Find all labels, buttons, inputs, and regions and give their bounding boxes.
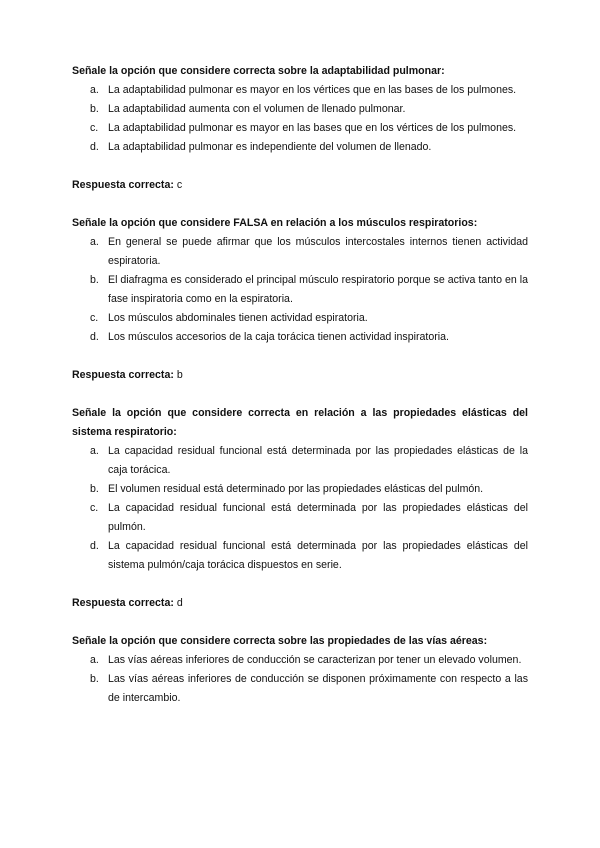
answer-line xyxy=(72,176,528,195)
option-letter: a. xyxy=(90,236,99,248)
option-text: La capacidad residual funcional está determinada por las propiedades elásticas de la caja torácica. xyxy=(108,445,528,476)
question-4 xyxy=(72,632,528,708)
option-text: Los músculos abdominales tienen actividad espiratoria. xyxy=(108,312,368,324)
option-letter: c. xyxy=(90,312,99,324)
option-a xyxy=(72,651,528,670)
answer-label: Respuesta correcta: xyxy=(72,597,174,609)
option-text: El volumen residual está determinado por las propiedades elásticas del pulmón. xyxy=(108,483,484,495)
option-text: La adaptabilidad pulmonar es mayor en las bases que en los vértices de los pulmones. xyxy=(108,122,517,134)
option-a xyxy=(72,81,528,100)
option-text: La adaptabilidad aumenta con el volumen de llenado pulmonar. xyxy=(108,103,406,115)
answer-value: d xyxy=(176,597,183,609)
option-letter: b. xyxy=(90,483,99,495)
answer-label: Respuesta correcta: xyxy=(72,369,174,381)
option-list xyxy=(72,651,528,708)
option-letter: a. xyxy=(90,445,99,457)
question-title: Señale la opción que considere correcta en relación a las propiedades elásticas del sistema respiratorio: xyxy=(72,407,528,438)
option-text: En general se puede afirmar que los músculos intercostales internos tienen actividad espiratoria. xyxy=(108,236,528,267)
option-text: La adaptabilidad pulmonar es independiente del volumen de llenado. xyxy=(108,141,432,153)
option-c xyxy=(72,499,528,537)
option-list xyxy=(72,81,528,157)
question-title: Señale la opción que considere correcta sobre la adaptabilidad pulmonar: xyxy=(72,65,445,77)
option-list xyxy=(72,233,528,347)
option-text: La capacidad residual funcional está determinada por las propiedades elásticas del sistema pulmón/caja torácica dispuestos en serie. xyxy=(108,540,528,571)
option-d xyxy=(72,328,528,347)
option-letter: a. xyxy=(90,84,99,96)
option-letter: c. xyxy=(90,122,99,134)
option-c xyxy=(72,309,528,328)
option-b xyxy=(72,670,528,708)
option-text: Las vías aéreas inferiores de conducción se caracterizan por tener un elevado volumen. xyxy=(108,654,522,666)
option-d xyxy=(72,138,528,157)
option-c xyxy=(72,119,528,138)
option-a xyxy=(72,442,528,480)
option-b xyxy=(72,271,528,309)
option-text: La capacidad residual funcional está determinada por las propiedades elásticas del pulmón. xyxy=(108,502,528,533)
question-title: Señale la opción que considere FALSA en relación a los músculos respiratorios: xyxy=(72,217,478,229)
option-text: El diafragma es considerado el principal músculo respiratorio porque se activa tanto en la fase inspiratoria como en la espiratoria. xyxy=(108,274,528,305)
question-title: Señale la opción que considere correcta sobre las propiedades de las vías aéreas: xyxy=(72,635,488,647)
option-text: Los músculos accesorios de la caja torácica tienen actividad inspiratoria. xyxy=(108,331,449,343)
question-2 xyxy=(72,214,528,385)
option-letter: c. xyxy=(90,502,99,514)
answer-value: c xyxy=(176,179,183,191)
option-list xyxy=(72,442,528,575)
option-letter: b. xyxy=(90,103,99,115)
option-letter: a. xyxy=(90,654,99,666)
answer-line xyxy=(72,366,528,385)
option-letter: d. xyxy=(90,331,99,343)
option-letter: b. xyxy=(90,673,99,685)
option-letter: b. xyxy=(90,274,99,286)
option-a xyxy=(72,233,528,271)
question-3 xyxy=(72,404,528,613)
option-letter: d. xyxy=(90,141,99,153)
option-b xyxy=(72,100,528,119)
option-letter: d. xyxy=(90,540,99,552)
option-text: Las vías aéreas inferiores de conducción se disponen próximamente con respecto a las de intercambio. xyxy=(108,673,528,704)
option-text: La adaptabilidad pulmonar es mayor en los vértices que en las bases de los pulmones. xyxy=(108,84,517,96)
answer-line xyxy=(72,594,528,613)
option-b xyxy=(72,480,528,499)
option-d xyxy=(72,537,528,575)
answer-value: b xyxy=(176,369,183,381)
question-1 xyxy=(72,62,528,195)
answer-label: Respuesta correcta: xyxy=(72,179,174,191)
